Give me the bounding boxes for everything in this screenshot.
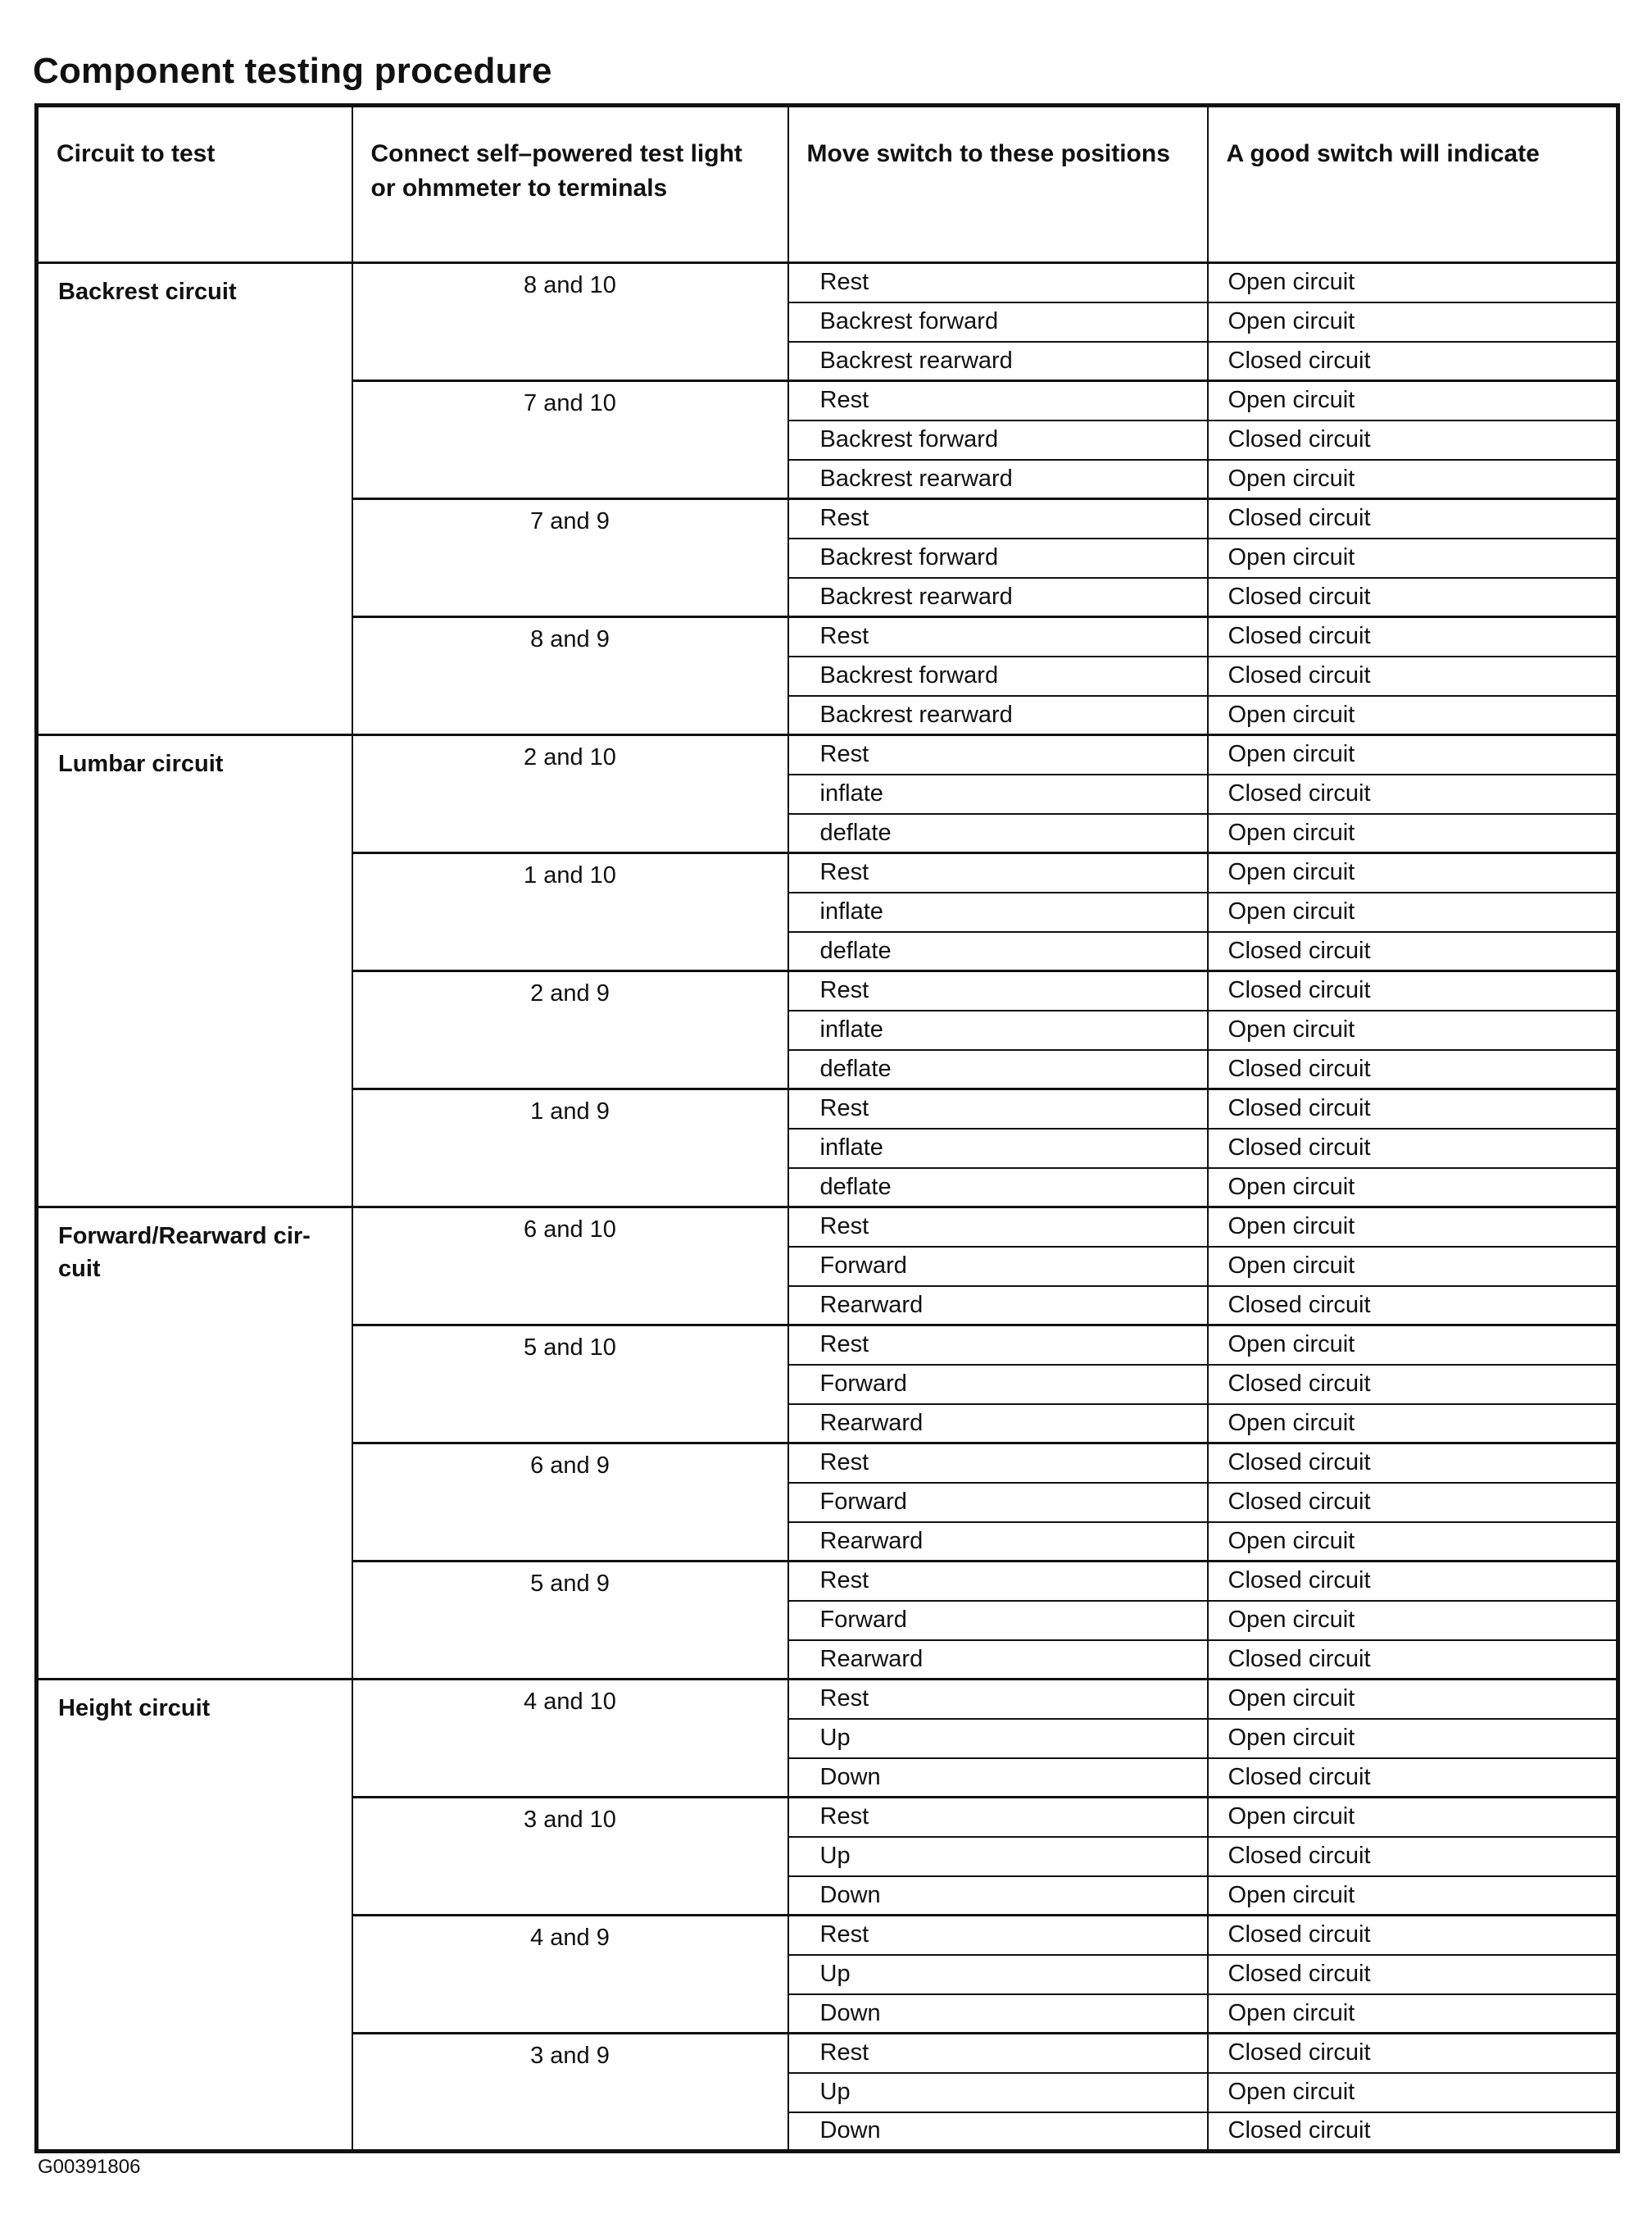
indication-cell: Open circuit — [1208, 1207, 1618, 1247]
switch-position-cell: deflate — [788, 1168, 1208, 1207]
indication-cell: Open circuit — [1208, 1168, 1618, 1207]
indication-cell: Closed circuit — [1208, 617, 1618, 657]
switch-position-cell: Backrest forward — [788, 302, 1208, 342]
indication-cell: Closed circuit — [1208, 1758, 1618, 1798]
switch-position-cell: Down — [788, 1994, 1208, 2034]
switch-position-cell: Rest — [788, 853, 1208, 893]
header-circuit-to-test: Circuit to test — [37, 106, 352, 263]
switch-position-cell: Down — [788, 1758, 1208, 1798]
switch-position-cell: Up — [788, 1719, 1208, 1758]
switch-position-cell: Rest — [788, 1561, 1208, 1601]
switch-position-cell: Rest — [788, 1798, 1208, 1837]
indication-cell: Open circuit — [1208, 853, 1618, 893]
indication-cell: Open circuit — [1208, 1601, 1618, 1640]
indication-cell: Closed circuit — [1208, 1837, 1618, 1876]
table-body — [37, 263, 1618, 2152]
terminals-cell: 6 and 10 — [352, 1207, 788, 1325]
indication-cell: Open circuit — [1208, 460, 1618, 499]
switch-position-cell: Forward — [788, 1483, 1208, 1522]
indication-cell: Open circuit — [1208, 1404, 1618, 1443]
header-switch-positions: Move switch to these positions — [788, 106, 1208, 263]
table-row — [37, 735, 1618, 775]
circuit-name-cell: Forward/Rearward cir-cuit — [37, 1207, 352, 1680]
terminals-cell: 7 and 10 — [352, 381, 788, 499]
circuit-name-cell: Height circuit — [37, 1680, 352, 2152]
switch-position-cell: Rearward — [788, 1286, 1208, 1325]
switch-position-cell: Rest — [788, 263, 1208, 302]
terminals-cell: 4 and 10 — [352, 1680, 788, 1798]
switch-position-cell: deflate — [788, 1050, 1208, 1089]
indication-cell: Closed circuit — [1208, 499, 1618, 539]
switch-position-cell: Rest — [788, 1207, 1208, 1247]
header-good-switch-indication: A good switch will indicate — [1208, 106, 1618, 263]
indication-cell: Open circuit — [1208, 1522, 1618, 1561]
indication-cell: Closed circuit — [1208, 420, 1618, 460]
switch-position-cell: Backrest rearward — [788, 578, 1208, 617]
indication-cell: Closed circuit — [1208, 971, 1618, 1011]
switch-position-cell: deflate — [788, 814, 1208, 853]
circuit-name-cell: Backrest circuit — [37, 263, 352, 735]
circuit-name-cell: Lumbar circuit — [37, 735, 352, 1207]
indication-cell: Closed circuit — [1208, 775, 1618, 814]
switch-position-cell: Rearward — [788, 1522, 1208, 1561]
indication-cell: Open circuit — [1208, 814, 1618, 853]
terminals-cell: 3 and 10 — [352, 1798, 788, 1916]
switch-position-cell: Up — [788, 1955, 1208, 1994]
indication-cell: Open circuit — [1208, 381, 1618, 420]
indication-cell: Open circuit — [1208, 735, 1618, 775]
switch-position-cell: inflate — [788, 893, 1208, 932]
indication-cell: Open circuit — [1208, 1680, 1618, 1719]
terminals-cell: 1 and 10 — [352, 853, 788, 971]
switch-position-cell: Forward — [788, 1365, 1208, 1404]
indication-cell: Closed circuit — [1208, 2112, 1618, 2152]
indication-cell: Open circuit — [1208, 696, 1618, 735]
switch-position-cell: Rest — [788, 971, 1208, 1011]
switch-position-cell: Rest — [788, 735, 1208, 775]
switch-position-cell: inflate — [788, 1129, 1208, 1168]
switch-position-cell: Rearward — [788, 1404, 1208, 1443]
switch-position-cell: Backrest rearward — [788, 342, 1208, 381]
switch-position-cell: Rearward — [788, 1640, 1208, 1680]
switch-position-cell: Rest — [788, 1443, 1208, 1483]
indication-cell: Closed circuit — [1208, 1089, 1618, 1129]
terminals-cell: 3 and 9 — [352, 2034, 788, 2152]
terminals-cell: 4 and 9 — [352, 1916, 788, 2034]
switch-position-cell: Rest — [788, 1325, 1208, 1365]
indication-cell: Closed circuit — [1208, 1640, 1618, 1680]
indication-cell: Closed circuit — [1208, 1365, 1618, 1404]
indication-cell: Closed circuit — [1208, 342, 1618, 381]
terminals-cell: 6 and 9 — [352, 1443, 788, 1561]
page-title: Component testing procedure — [33, 51, 552, 91]
switch-position-cell: inflate — [788, 775, 1208, 814]
switch-position-cell: Forward — [788, 1601, 1208, 1640]
indication-cell: Closed circuit — [1208, 932, 1618, 971]
indication-cell: Open circuit — [1208, 302, 1618, 342]
indication-cell: Open circuit — [1208, 893, 1618, 932]
terminals-cell: 5 and 9 — [352, 1561, 788, 1680]
indication-cell: Open circuit — [1208, 1876, 1618, 1916]
indication-cell: Closed circuit — [1208, 1286, 1618, 1325]
indication-cell: Closed circuit — [1208, 1561, 1618, 1601]
figure-code: G00391806 — [38, 2156, 141, 2178]
terminals-cell: 5 and 10 — [352, 1325, 788, 1443]
switch-position-cell: Up — [788, 1837, 1208, 1876]
table-row — [37, 1207, 1618, 1247]
indication-cell: Open circuit — [1208, 1798, 1618, 1837]
switch-position-cell: inflate — [788, 1011, 1208, 1050]
indication-cell: Closed circuit — [1208, 2034, 1618, 2073]
terminals-cell: 2 and 9 — [352, 971, 788, 1089]
indication-cell: Closed circuit — [1208, 1483, 1618, 1522]
indication-cell: Closed circuit — [1208, 1129, 1618, 1168]
table-header-row — [37, 106, 1618, 263]
switch-position-cell: Backrest rearward — [788, 696, 1208, 735]
switch-position-cell: Down — [788, 2112, 1208, 2152]
switch-position-cell: Backrest rearward — [788, 460, 1208, 499]
switch-position-cell: Rest — [788, 1089, 1208, 1129]
switch-position-cell: Rest — [788, 1916, 1208, 1955]
indication-cell: Open circuit — [1208, 1719, 1618, 1758]
switch-position-cell: Rest — [788, 617, 1208, 657]
switch-position-cell: Backrest forward — [788, 657, 1208, 696]
table-row — [37, 1680, 1618, 1719]
indication-cell: Closed circuit — [1208, 1916, 1618, 1955]
indication-cell: Closed circuit — [1208, 1955, 1618, 1994]
indication-cell: Open circuit — [1208, 1011, 1618, 1050]
switch-position-cell: Up — [788, 2073, 1208, 2112]
terminals-cell: 8 and 9 — [352, 617, 788, 735]
indication-cell: Open circuit — [1208, 539, 1618, 578]
terminals-cell: 8 and 10 — [352, 263, 788, 381]
component-testing-table — [34, 103, 1620, 2153]
indication-cell: Open circuit — [1208, 2073, 1618, 2112]
switch-position-cell: Backrest forward — [788, 539, 1208, 578]
switch-position-cell: Backrest forward — [788, 420, 1208, 460]
indication-cell: Closed circuit — [1208, 578, 1618, 617]
table-row — [37, 263, 1618, 302]
switch-position-cell: Rest — [788, 1680, 1208, 1719]
indication-cell: Open circuit — [1208, 263, 1618, 302]
indication-cell: Closed circuit — [1208, 1050, 1618, 1089]
terminals-cell: 7 and 9 — [352, 499, 788, 617]
indication-cell: Open circuit — [1208, 1994, 1618, 2034]
switch-position-cell: deflate — [788, 932, 1208, 971]
terminals-cell: 2 and 10 — [352, 735, 788, 853]
switch-position-cell: Down — [788, 1876, 1208, 1916]
switch-position-cell: Rest — [788, 2034, 1208, 2073]
indication-cell: Open circuit — [1208, 1247, 1618, 1286]
indication-cell: Open circuit — [1208, 1325, 1618, 1365]
indication-cell: Closed circuit — [1208, 1443, 1618, 1483]
switch-position-cell: Forward — [788, 1247, 1208, 1286]
indication-cell: Closed circuit — [1208, 657, 1618, 696]
switch-position-cell: Rest — [788, 381, 1208, 420]
terminals-cell: 1 and 9 — [352, 1089, 788, 1207]
switch-position-cell: Rest — [788, 499, 1208, 539]
header-terminals: Connect self–powered test light or ohmmeter to terminals — [352, 106, 788, 263]
